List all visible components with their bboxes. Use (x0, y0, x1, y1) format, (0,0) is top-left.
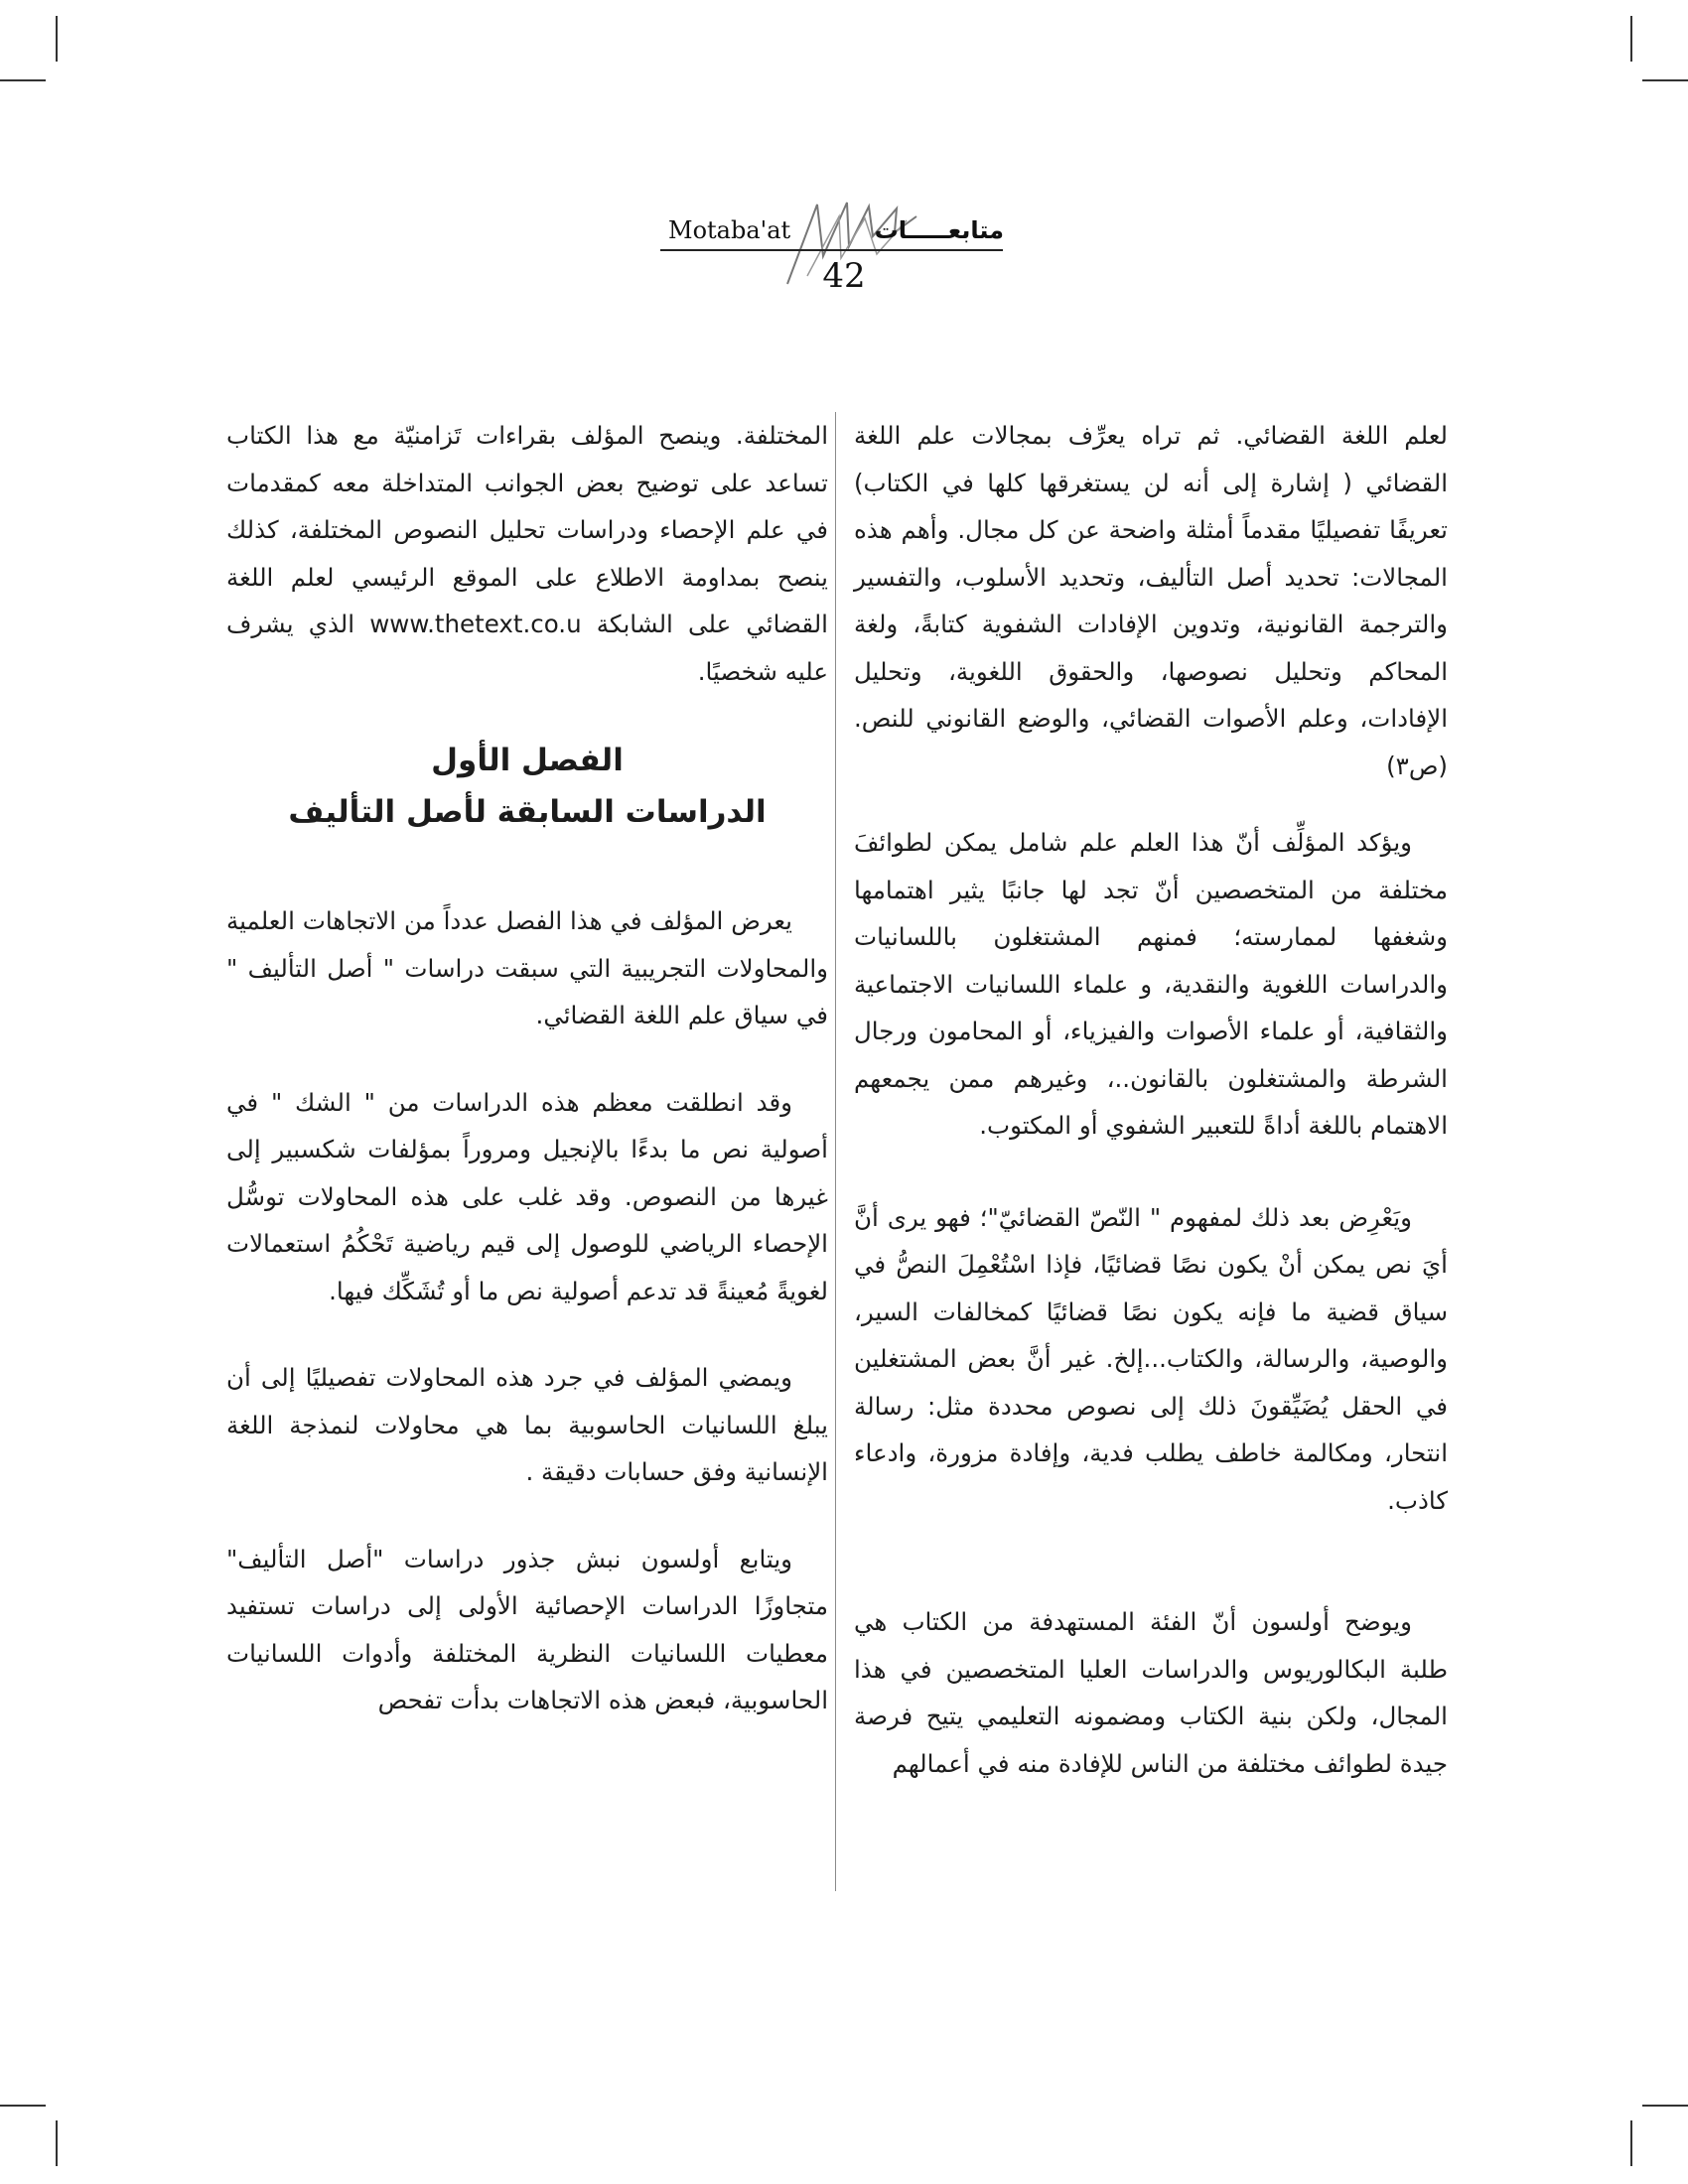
chapter-subtitle: الدراسات السابقة لأصل التأليف (288, 794, 767, 830)
paragraph: ويوضح أولسون أنّ الفئة المستهدفة من الكتاب هي طلبة البكالوريوس والدراسات العليا المتخصصين في هذا المجال، ولكن بنية الكتاب ومضمونه التعليمي يتيح فرصة جيدة لطوائف مختلفة من الناس للإفادة منه في أعمالهم (854, 1607, 1448, 1778)
crop-mark (56, 16, 58, 62)
paragraph: ويؤكد المؤلِّف أنّ هذا العلم علم شامل يمكن لطوائفَ مختلفة من المتخصصين أنّ تجد لها جانبًا يثير اهتمامها وشغفها لممارسته؛ فمنهم المشتغلون باللسانيات والدراسات اللغوية والنقدية، و علماء اللسانيات الاجتماعية والثقافية، أو علماء الأصوات والفيزياء، أو المحامون ورجال الشرطة والمشتغلون بالقانون..، وغيرهم ممن يجمعهم الاهتمام باللغة أداةً للتعبير الشفوي أو المكتوب. (854, 828, 1448, 1140)
column-divider (835, 412, 836, 1891)
crop-mark (56, 2120, 58, 2166)
crop-mark (1642, 79, 1688, 81)
crop-mark (1630, 16, 1632, 62)
crop-mark (0, 79, 46, 81)
paragraph: يعرض المؤلف في هذا الفصل عدداً من الاتجاهات العلمية والمحاولات التجريبية التي سبقت دراسات " أصل التأليف " في سياق علم اللغة القضائي. (226, 906, 828, 1029)
header-arabic-title: متابعـــــات (874, 216, 1004, 244)
paragraph: وقد انطلقت معظم هذه الدراسات من " الشك " في أصولية نص ما بدءًا بالإنجيل ومروراً بمؤلفات شكسبير إلى غيرها من النصوص. وقد غلب على هذه المحاولات توسُّل الإحصاء الرياضي للوصول إلى قيم رياضية تَحْكُمُ استعمالات لغويةً مُعينةً قد تدعم أصولية نص ما أو تُشَكِّك فيها. (226, 1087, 828, 1305)
chapter-title: الفصل الأول (431, 743, 624, 778)
paragraph: ويمضي المؤلف في جرد هذه المحاولات تفصيليًا إلى أن يبلغ اللسانيات الحاسوبية بما هي محاولات لنمذجة اللغة الإنسانية وفق حسابات دقيقة . (226, 1363, 828, 1486)
paragraph: المختلفة. وينصح المؤلف بقراءات تَزامنيّة مع هذا الكتاب تساعد على توضيح بعض الجوانب المتداخلة معه كمقدمات في علم الإحصاء ودراسات تحليل النصوص المختلفة، كذلك ينصح بمداومة الاطلاع على الموقع الرئيسي لعلم اللغة القضائي على الشابكة www.thetext.co.u الذي يشرف عليه شخصيًا. (226, 421, 828, 686)
chapter-heading (226, 735, 828, 838)
page-number: 42 (822, 256, 866, 296)
paragraph: ويَعْرِض بعد ذلك لمفهوم " النّصّ القضائيّ"؛ فهو يرى أنَّ أيَ نص يمكن أنْ يكون نصًا قضائيًا، فإذا اسْتُعْمِلَ النصُّ في سياق قضية ما فإنه يكون نصًا قضائيًا كمخالفات السير، والوصية، والرسالة، والكتاب...إلخ. غير أنَّ بعض المشتغلين في الحقل يُضَيِّقونَ ذلك إلى نصوص محددة مثل: رسالة انتحار، ومكالمة خاطف يطلب فدية، وإفادة مزورة، وادعاء كاذب. (854, 1202, 1448, 1515)
right-column (854, 412, 1448, 1787)
header-rule (660, 249, 1003, 251)
crop-mark (0, 2105, 46, 2107)
paragraph: لعلم اللغة القضائي. ثم تراه يعرِّف بمجالات علم اللغة القضائي ( إشارة إلى أنه لن يستغرقها كلها في الكتاب) تعريفًا تفصيليًا مقدماً أمثلة واضحة عن كل مجال. وأهم هذه المجالات: تحديد أصل التأليف، وتحديد الأسلوب، والتفسير والترجمة القانونية، وتدوين الإفادات الشفوية كتابةً، ولغة المحاكم وتحليل نصوصها، والحقوق اللغوية، وتحليل الإفادات، وعلم الأصوات القضائي، والوضع القانوني للنص. (ص٣) (854, 421, 1448, 780)
left-column (226, 412, 828, 1724)
paragraph: ويتابع أولسون نبش جذور دراسات "أصل التأليف" متجاوزًا الدراسات الإحصائية الأولى إلى دراسات تستفيد معطيات اللسانيات النظرية المختلفة وأدوات اللسانيات الحاسوبية، فبعض هذه الاتجاهات بدأت تفحص (226, 1544, 828, 1714)
header-english-title: Motaba'at (668, 216, 791, 244)
crop-mark (1630, 2120, 1632, 2166)
crop-mark (1642, 2105, 1688, 2107)
